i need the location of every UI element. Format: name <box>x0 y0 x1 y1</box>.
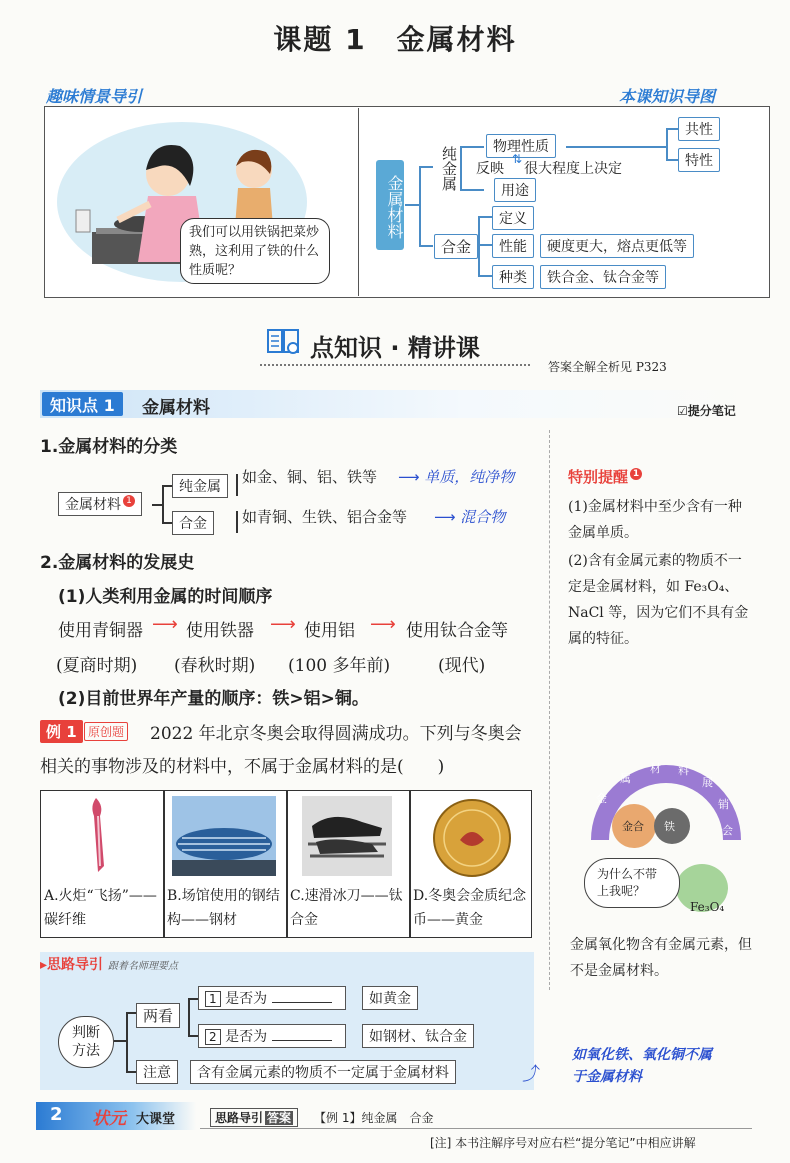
map-decide: 很大程度上决定 <box>524 161 622 177</box>
footer-ans-tag-text: 思路导引 <box>215 1111 264 1125</box>
q2-num: 2 <box>205 1029 221 1045</box>
hist-arrow-1: ⟶ <box>152 614 178 635</box>
brand-name: 大课堂 <box>136 1112 176 1127</box>
map-use: 用途 <box>494 178 536 202</box>
example-tag: 例 1 <box>40 720 83 743</box>
cls-alloy-examples: 如青铜、生铁、铝合金等 <box>242 508 408 526</box>
note-mark-1: 1 <box>123 495 135 507</box>
cls-pure-examples: 如金、铜、铝、铁等 <box>242 468 378 486</box>
cls-pure: 纯金属 <box>172 474 228 498</box>
ball-alloy: 金合 <box>622 820 644 833</box>
footer-answer: 【例 1】纯金属 合金 <box>314 1111 434 1125</box>
hist-time-4: (现代) <box>438 656 486 676</box>
h2-sub2: (2)目前世界年产量的顺序：铁>铝>铜。 <box>58 689 369 709</box>
hist-item-1: 使用青铜器 <box>58 621 143 641</box>
speech-bubble-text: 我们可以用铁锅把菜炒熟，这利用了铁的什么性质呢？ <box>189 225 320 278</box>
guide-side-note <box>572 1044 722 1088</box>
tip-speech <box>584 858 680 908</box>
tip-p2: (2)含有金属元素的物质不一定是金属材料，如 Fe₃O₄、NaCl 等，因为它们不具有金属的特征。 <box>568 553 749 647</box>
map-alloy: 合金 <box>434 234 478 259</box>
tip-p1: (1)金属材料中至少含有一种金属单质。 <box>568 499 742 541</box>
hist-item-4: 使用钛合金等 <box>406 621 508 641</box>
hist-arrow-2: ⟶ <box>270 614 296 635</box>
map-root-label: 金属材料 <box>385 175 404 239</box>
map-pure-label: 纯金属 <box>440 145 458 191</box>
arc-char-1: 金 <box>596 792 607 805</box>
footer-ans-tag <box>210 1108 298 1127</box>
example-origin: 原创题 <box>84 722 128 741</box>
example-text: 2022 年北京冬奥会取得圆满成功。下列与冬奥会相关的事物涉及的材料中，不属于金属材料的是( ) <box>40 724 522 777</box>
map-kind-desc: 铁合金、钛合金等 <box>540 265 666 289</box>
page-number: 2 <box>50 1104 63 1125</box>
speech-bubble <box>180 218 330 284</box>
fe3o4-label: Fe₃O₄ <box>690 900 725 914</box>
coin-image <box>430 796 514 880</box>
arc-char-4: 料 <box>678 764 689 777</box>
cls-alloy: 合金 <box>172 511 214 535</box>
footer-ans-tag-text2: 答案 <box>267 1111 292 1125</box>
cls-alloy-note-text: 混合物 <box>460 508 506 526</box>
arc-char-5: 展 <box>702 776 713 789</box>
map-reflect: 反映 <box>476 161 504 177</box>
guide-title: ▸思路导引 跟着名师理要点 <box>40 957 178 973</box>
tip-title <box>568 466 642 487</box>
tip-speech-text: 为什么不带上我呢？ <box>597 867 658 898</box>
guide-q1 <box>198 986 346 1010</box>
section-title: 点知识 · 精讲课 <box>310 334 480 362</box>
map-kind: 种类 <box>492 265 534 289</box>
map-common: 共性 <box>678 117 720 141</box>
map-perf: 性能 <box>492 234 534 258</box>
ball-iron: 铁 <box>664 820 675 833</box>
map-pure <box>432 138 458 198</box>
tip-caption: 金属氧化物含有金属元素，但不是金属材料。 <box>570 937 752 979</box>
q2-blank <box>272 1040 332 1041</box>
cls-pure-note-text: 单质，纯净物 <box>424 468 515 486</box>
cls-alloy-note: ⟶ 混合物 <box>434 508 506 526</box>
option-c[interactable]: C.速滑冰刀——钛合金 <box>290 888 403 928</box>
hist-arrow-3: ⟶ <box>370 614 396 635</box>
book-icon <box>266 326 302 358</box>
brand-logo: 状元 <box>92 1109 126 1129</box>
intro-right-tab: 本课知识导图 <box>619 87 716 106</box>
intro-divider <box>358 108 359 296</box>
h2-history: 2.金属材料的发展史 <box>40 553 195 573</box>
q1-blank <box>272 1002 332 1003</box>
page-title: 课题 1 金属材料 <box>273 23 517 56</box>
option-b[interactable]: B.场馆使用的钢结构——钢材 <box>167 888 280 928</box>
section-divider <box>260 364 530 366</box>
hist-item-2: 使用铁器 <box>186 621 254 641</box>
tip-title-text: 特别提醒 <box>568 468 629 486</box>
intro-left-tab: 趣味情景导引 <box>46 87 143 106</box>
stadium-image <box>172 796 276 876</box>
guide-side-text: 如氧化铁、氧化铜不属于金属材料 <box>572 1047 712 1085</box>
map-special: 特性 <box>678 148 720 172</box>
q1-text: 是否为 <box>225 991 268 1007</box>
map-perf-desc: 硬度更大，熔点更低等 <box>540 234 694 258</box>
cls-root <box>58 492 142 516</box>
skate-image <box>302 796 392 876</box>
guide-q2 <box>198 1024 346 1048</box>
arc-char-7: 会 <box>722 824 733 837</box>
arc-char-3: 材 <box>650 762 661 775</box>
kp-tag: 知识点 1 <box>42 392 123 416</box>
hist-time-1: (夏商时期) <box>56 656 138 676</box>
guide-note: 注意 <box>136 1060 178 1084</box>
h2-sub1: (1)人类利用金属的时间顺序 <box>58 587 273 607</box>
notes-label: ☑提分笔记 <box>677 404 736 418</box>
map-arrows: ⇅ <box>512 152 523 166</box>
option-a[interactable]: A.火炬“飞扬”——碳纤维 <box>44 888 157 928</box>
guide-q2-example: 如钢材、钛合金 <box>362 1024 474 1048</box>
tip-mark: 1 <box>630 468 642 480</box>
map-root <box>376 160 404 250</box>
guide-side-arrow: ⤴ <box>522 1064 540 1085</box>
cls-pure-note: ⟶ 单质，纯净物 <box>398 468 515 486</box>
cls-root-label: 金属材料 <box>65 497 121 513</box>
guide-title-text: 思路导引 <box>47 957 104 973</box>
footer-divider <box>200 1128 752 1129</box>
guide-two-look: 两看 <box>136 1003 180 1028</box>
guide-judge <box>58 1016 114 1068</box>
torch-image <box>80 796 120 876</box>
map-def: 定义 <box>492 206 534 230</box>
footer-note: [注] 本书注解序号对应右栏“提分笔记”中相应讲解 <box>430 1136 696 1150</box>
guide-subtitle: 跟着名师理要点 <box>107 961 178 972</box>
hist-item-3: 使用铝 <box>304 621 355 641</box>
h1-classification: 1.金属材料的分类 <box>40 437 178 457</box>
notes-column-divider <box>549 430 550 990</box>
map-phys: 物理性质 <box>486 134 556 158</box>
arc-char-6: 销 <box>718 798 729 811</box>
q2-text: 是否为 <box>225 1029 268 1045</box>
guide-judge-label: 判断方法 <box>72 1025 100 1059</box>
option-d[interactable]: D.冬奥会金质纪念币——黄金 <box>413 888 527 928</box>
answer-ref: 答案全解全析见 P323 <box>548 360 667 374</box>
guide-note-text: 含有金属元素的物质不一定属于金属材料 <box>190 1060 456 1084</box>
hist-time-3: (100 多年前) <box>288 656 391 676</box>
arc-char-2: 属 <box>620 772 631 785</box>
hist-time-2: (春秋时期) <box>174 656 256 676</box>
kp-title: 金属材料 <box>142 398 210 418</box>
guide-q1-example: 如黄金 <box>362 986 418 1010</box>
q1-num: 1 <box>205 991 221 1007</box>
